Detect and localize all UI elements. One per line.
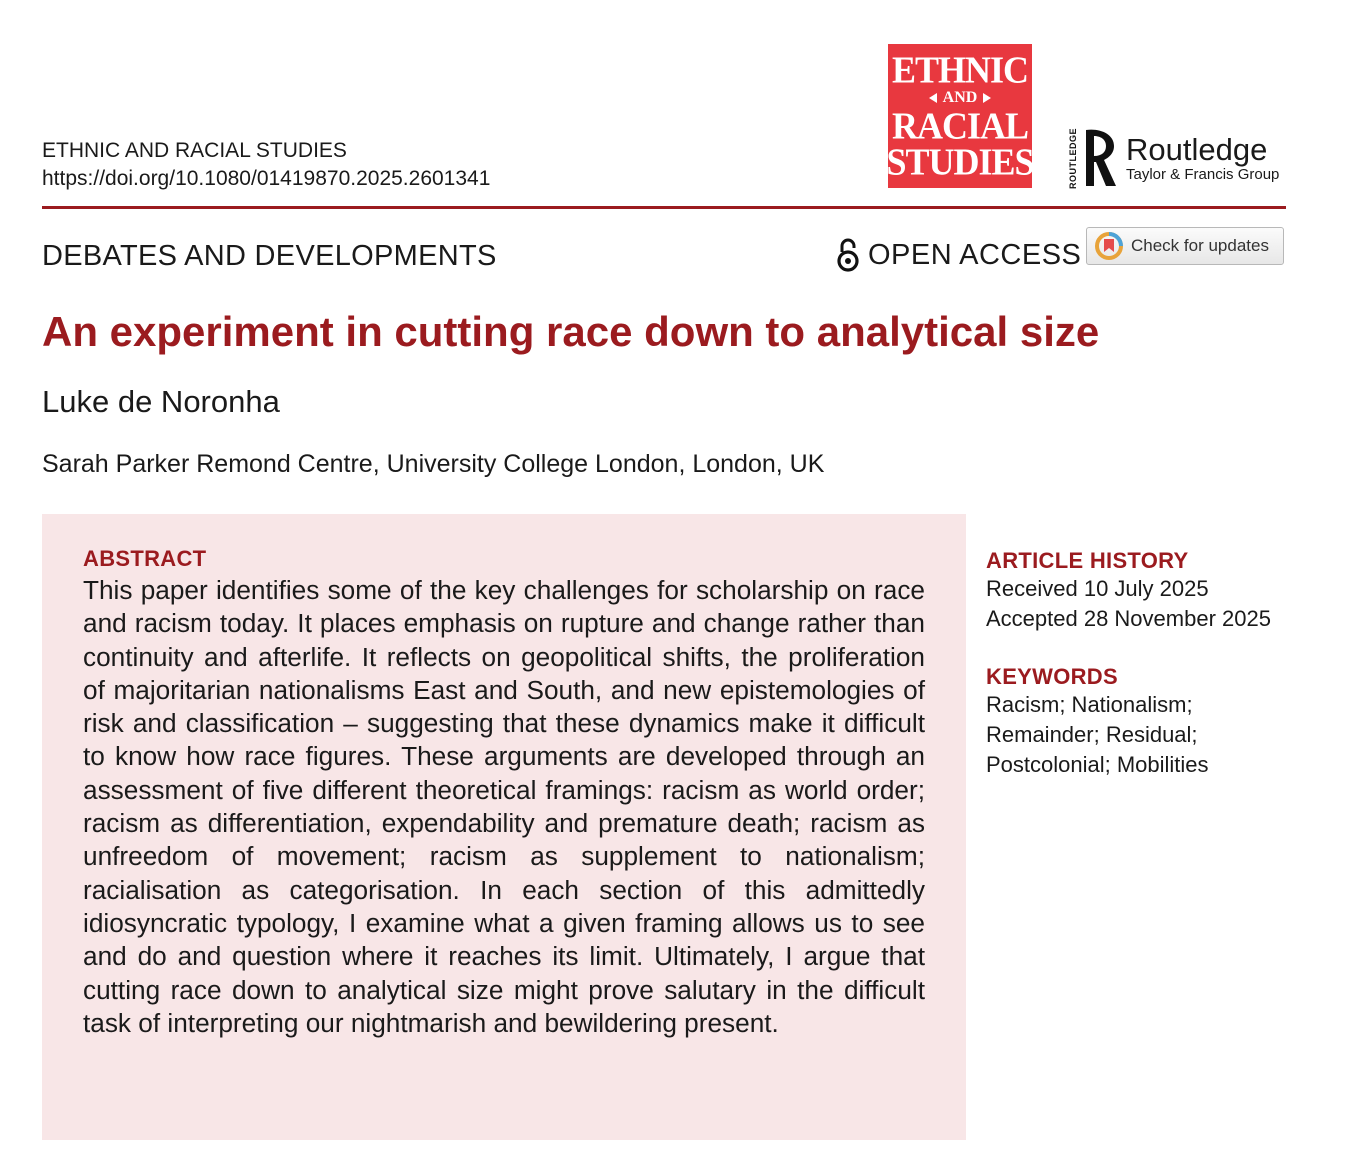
cover-arrow-left-icon [929, 93, 937, 103]
journal-cover-logo [888, 44, 1032, 188]
journal-meta [42, 137, 490, 193]
cover-line-ethnic: ETHNIC [891, 49, 1029, 91]
article-history-block [986, 548, 1306, 634]
cover-line-racial: RACIAL [892, 105, 1029, 147]
routledge-profile-icon [1080, 128, 1122, 190]
doi-link[interactable]: https://doi.org/10.1080/01419870.2025.2601341 [42, 167, 491, 190]
article-sidebar [986, 548, 1306, 780]
publisher-name: Routledge [1126, 132, 1268, 167]
author-affiliation: Sarah Parker Remond Centre, University College London, London, UK [42, 450, 825, 478]
check-for-updates-label: Check for updates [1131, 236, 1269, 255]
article-history-heading: ARTICLE HISTORY [986, 548, 1189, 573]
keywords-line-1: Racism; Nationalism; [986, 692, 1193, 717]
open-lock-icon [836, 238, 860, 272]
keywords-line-3: Postcolonial; Mobilities [986, 752, 1209, 777]
abstract-box [42, 514, 966, 1140]
keywords-heading: KEYWORDS [986, 664, 1118, 689]
cover-arrow-right-icon [983, 93, 991, 103]
check-for-updates-button[interactable] [1086, 227, 1284, 265]
accepted-date: Accepted 28 November 2025 [986, 606, 1271, 631]
publisher-vertical-text: ROUTLEDGE [1068, 128, 1078, 190]
abstract-text: This paper identifies some of the key challenges for scholarship on race and racism today. It places emphasis on rupture and change rather than continuity and afterlife. It reflects on geopolitical shifts, the proliferation of majoritarian nationalisms East and South, and new epistemologies of risk and classification – suggesting that these dynamics make it difficult to know how race figures. These arguments are developed through an assessment of five different theoretical framings: racism as world order; racism as differentiation, expendability and premature death; racism as unfreedom of movement; racism as supplement to nationalism; racialisation as categorisation. In each section of this admittedly idiosyncratic typology, I examine what a given framing allows us to see and do and question where it reaches its limit. Ultimately, I argue that cutting race down to analytical size might prove salutary in the difficult task of interpreting our nightmarish and bewildering present. [83, 575, 925, 1038]
keywords-block [986, 664, 1306, 780]
received-date: Received 10 July 2025 [986, 576, 1209, 601]
cover-line-and: AND [942, 89, 978, 106]
publisher-logo [1068, 128, 1279, 190]
article-author[interactable]: Luke de Noronha [42, 384, 280, 419]
header-divider [42, 206, 1286, 209]
publisher-text [1126, 134, 1279, 184]
journal-name: ETHNIC AND RACIAL STUDIES [42, 139, 347, 162]
section-label: DEBATES AND DEVELOPMENTS [42, 240, 497, 272]
open-access-label: OPEN ACCESS [868, 239, 1082, 271]
abstract-heading: ABSTRACT [83, 546, 207, 571]
keywords-line-2: Remainder; Residual; [986, 722, 1198, 747]
article-title: An experiment in cutting race down to analytical size [42, 308, 1100, 355]
cover-line-studies: STUDIES [886, 141, 1034, 183]
crossmark-icon [1095, 232, 1123, 260]
publisher-group: Taylor & Francis Group [1126, 166, 1280, 183]
open-access-badge [836, 236, 1081, 274]
